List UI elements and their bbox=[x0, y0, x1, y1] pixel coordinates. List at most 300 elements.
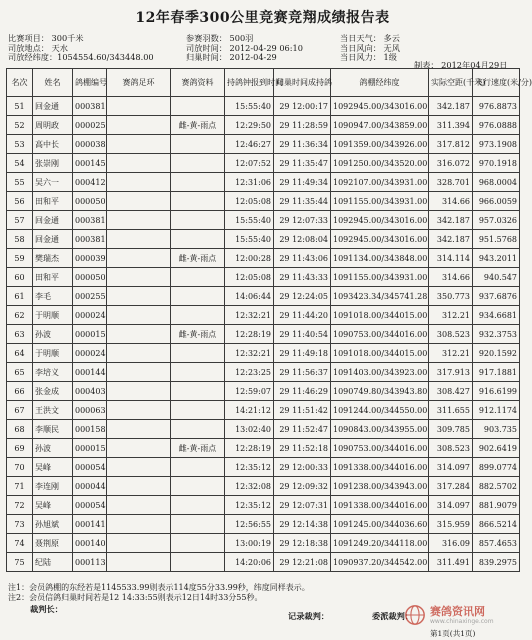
results-table bbox=[6, 68, 532, 572]
col-distance-cell: 308.523 bbox=[429, 325, 473, 344]
col-return-time-cell: 29 12:07:31 bbox=[274, 496, 331, 515]
col-return-time-cell: 29 11:35:44 bbox=[274, 192, 331, 211]
col-distance-cell: 311.655 bbox=[429, 401, 473, 420]
table-row bbox=[7, 439, 520, 458]
report-title: 12年春季300公里竞赛竞翔成绩报告表 bbox=[135, 10, 390, 26]
col-ring-cell bbox=[107, 420, 171, 439]
col-loft-coords-cell: 1091245.00/344036.60 bbox=[331, 515, 429, 534]
col-speed-cell: 968.0004 bbox=[473, 173, 520, 192]
col-rank-cell: 68 bbox=[7, 420, 33, 439]
col-return-time-cell: 29 12:21:08 bbox=[274, 553, 331, 572]
col-loft-no-cell: 000054 bbox=[73, 496, 107, 515]
col-speed-cell: 973.1908 bbox=[473, 135, 520, 154]
col-clock-time-cell: 12:00:28 bbox=[225, 249, 274, 268]
col-bird-info-cell bbox=[171, 154, 225, 173]
col-ring-cell bbox=[107, 230, 171, 249]
col-ring-cell bbox=[107, 116, 171, 135]
col-clock-time-cell: 14:06:44 bbox=[225, 287, 274, 306]
table-row bbox=[7, 401, 520, 420]
col-clock-time-cell: 15:55:40 bbox=[225, 230, 274, 249]
entry-count: 参赛羽数： 500羽 bbox=[186, 33, 254, 43]
col-loft-coords-cell: 1090753.00/344016.00 bbox=[331, 439, 429, 458]
col-speed-cell: 966.0059 bbox=[473, 192, 520, 211]
col-name-cell: 孙旭斌 bbox=[33, 515, 73, 534]
table-row bbox=[7, 192, 520, 211]
table-row bbox=[7, 135, 520, 154]
col-return-time-cell: 29 12:18:38 bbox=[274, 534, 331, 553]
col-clock-time-cell: 12:32:21 bbox=[225, 344, 274, 363]
col-loft-coords-cell: 1090753.00/344016.00 bbox=[331, 325, 429, 344]
col-loft-no-cell: 000381 bbox=[73, 230, 107, 249]
col-loft-coords-cell: 1090843.00/343955.00 bbox=[331, 420, 429, 439]
col-distance-cell: 308.523 bbox=[429, 439, 473, 458]
col-rank-header: 名次 bbox=[7, 69, 33, 97]
col-return-time-cell: 29 11:52:47 bbox=[274, 420, 331, 439]
col-bird-info-cell bbox=[171, 401, 225, 420]
col-rank-cell: 52 bbox=[7, 116, 33, 135]
results-body bbox=[7, 97, 520, 572]
col-return-time-cell: 29 11:43:33 bbox=[274, 268, 331, 287]
col-bird-info-cell bbox=[171, 306, 225, 325]
col-rank-cell: 72 bbox=[7, 496, 33, 515]
col-loft-coords-cell: 1091018.00/344015.00 bbox=[331, 306, 429, 325]
record-judge-signature: 记录裁判： bbox=[288, 611, 329, 621]
col-bird-info-cell: 雌-黄-雨点 bbox=[171, 116, 225, 135]
table-row bbox=[7, 325, 520, 344]
col-return-time-cell: 29 11:44:20 bbox=[274, 306, 331, 325]
col-rank-cell: 70 bbox=[7, 458, 33, 477]
col-bird-info-cell bbox=[171, 515, 225, 534]
print-date: 制表： 2012年04月29日 bbox=[414, 60, 508, 70]
col-bird-info-cell: 雌-黄-雨点 bbox=[171, 249, 225, 268]
col-ring-cell bbox=[107, 306, 171, 325]
col-loft-coords-cell: 1091250.00/343520.00 bbox=[331, 154, 429, 173]
col-speed-cell: 912.1174 bbox=[473, 401, 520, 420]
table-row bbox=[7, 496, 520, 515]
col-loft-no-cell: 000024 bbox=[73, 344, 107, 363]
col-loft-coords-cell: 1091134.00/343848.00 bbox=[331, 249, 429, 268]
page-number: 第1页(共1页) bbox=[430, 629, 476, 638]
race-info-left bbox=[8, 34, 154, 63]
col-ring-cell bbox=[107, 325, 171, 344]
release-time: 司放时间： 2012-04-29 06:10 bbox=[186, 42, 303, 53]
col-clock-time-cell: 12:31:06 bbox=[225, 173, 274, 192]
col-return-time-cell: 29 12:09:32 bbox=[274, 477, 331, 496]
col-ring-header: 赛鸽足环 bbox=[107, 69, 171, 97]
col-ring-cell bbox=[107, 382, 171, 401]
col-clock-time-cell: 12:05:08 bbox=[225, 268, 274, 287]
col-loft-no-cell: 000024 bbox=[73, 306, 107, 325]
col-ring-cell bbox=[107, 249, 171, 268]
col-distance-cell: 314.66 bbox=[429, 192, 473, 211]
col-loft-no-cell: 000412 bbox=[73, 173, 107, 192]
col-bird-info-cell bbox=[171, 192, 225, 211]
col-return-time-cell: 29 12:08:04 bbox=[274, 230, 331, 249]
col-bird-info-cell bbox=[171, 211, 225, 230]
col-bird-info-cell bbox=[171, 173, 225, 192]
table-row bbox=[7, 420, 520, 439]
col-return-time-cell: 29 12:24:05 bbox=[274, 287, 331, 306]
col-name-cell: 高中长 bbox=[33, 135, 73, 154]
col-distance-cell: 309.785 bbox=[429, 420, 473, 439]
col-bird-info-cell bbox=[171, 534, 225, 553]
release-site: 司放地点： 天水 bbox=[8, 42, 68, 53]
col-clock-time-cell: 12:35:12 bbox=[225, 496, 274, 515]
col-distance-cell: 314.097 bbox=[429, 496, 473, 515]
col-name-cell: 樊瑞杰 bbox=[33, 249, 73, 268]
col-name-header: 姓名 bbox=[33, 69, 73, 97]
col-speed-cell: 899.0774 bbox=[473, 458, 520, 477]
col-ring-cell bbox=[107, 211, 171, 230]
col-distance-cell: 312.21 bbox=[429, 344, 473, 363]
col-speed-cell: 903.735 bbox=[473, 420, 520, 439]
col-name-cell: 回金通 bbox=[33, 230, 73, 249]
col-speed-cell: 839.2975 bbox=[473, 553, 520, 572]
col-loft-no-cell: 000050 bbox=[73, 192, 107, 211]
col-loft-coords-cell: 1090937.20/344542.00 bbox=[331, 553, 429, 572]
table-row bbox=[7, 477, 520, 496]
col-loft-no-cell: 000050 bbox=[73, 268, 107, 287]
col-loft-no-header: 鸽棚编号 bbox=[73, 69, 107, 97]
col-loft-coords-cell: 1092945.00/343016.00 bbox=[331, 97, 429, 116]
return-date: 归巢时间： 2012-04-29 bbox=[186, 52, 277, 63]
col-rank-cell: 69 bbox=[7, 439, 33, 458]
col-loft-coords-cell: 1090947.00/343859.00 bbox=[331, 116, 429, 135]
col-name-cell: 回金通 bbox=[33, 211, 73, 230]
table-row bbox=[7, 173, 520, 192]
col-return-time-cell: 29 12:07:33 bbox=[274, 211, 331, 230]
col-loft-no-cell: 000015 bbox=[73, 439, 107, 458]
col-return-time-cell: 29 11:36:34 bbox=[274, 135, 331, 154]
col-return-time-cell: 29 11:56:37 bbox=[274, 363, 331, 382]
col-name-cell: 纪陆 bbox=[33, 553, 73, 572]
col-loft-no-cell: 000025 bbox=[73, 116, 107, 135]
col-rank-cell: 58 bbox=[7, 230, 33, 249]
col-clock-time-cell: 14:20:06 bbox=[225, 553, 274, 572]
col-distance-cell: 314.097 bbox=[429, 458, 473, 477]
col-return-time-cell: 29 11:51:42 bbox=[274, 401, 331, 420]
col-return-time-cell: 29 12:14:38 bbox=[274, 515, 331, 534]
col-clock-time-cell: 12:56:55 bbox=[225, 515, 274, 534]
col-loft-coords-cell: 1090749.80/343943.80 bbox=[331, 382, 429, 401]
col-clock-time-cell: 12:28:19 bbox=[225, 325, 274, 344]
col-bird-info-cell bbox=[171, 496, 225, 515]
col-clock-time-header: 持鸽钟报到时间 bbox=[225, 69, 274, 97]
col-speed-cell: 932.3753 bbox=[473, 325, 520, 344]
table-row bbox=[7, 515, 520, 534]
col-ring-cell bbox=[107, 477, 171, 496]
col-ring-cell bbox=[107, 268, 171, 287]
col-speed-cell: 940.547 bbox=[473, 268, 520, 287]
col-speed-cell: 881.9079 bbox=[473, 496, 520, 515]
col-speed-cell: 970.1918 bbox=[473, 154, 520, 173]
results-header-row bbox=[7, 69, 520, 97]
wind-direction: 当日风向： 无风 bbox=[340, 42, 400, 53]
col-bird-info-cell bbox=[171, 268, 225, 287]
col-loft-no-cell: 000039 bbox=[73, 249, 107, 268]
col-name-cell: 回金通 bbox=[33, 97, 73, 116]
col-ring-cell bbox=[107, 439, 171, 458]
col-distance-cell: 317.812 bbox=[429, 135, 473, 154]
col-loft-no-cell: 000054 bbox=[73, 458, 107, 477]
table-row bbox=[7, 534, 520, 553]
col-bird-info-cell bbox=[171, 97, 225, 116]
col-name-cell: 孙波 bbox=[33, 325, 73, 344]
col-loft-no-cell: 000113 bbox=[73, 553, 107, 572]
col-rank-cell: 62 bbox=[7, 306, 33, 325]
col-name-cell: 李培义 bbox=[33, 363, 73, 382]
col-loft-coords-cell: 1091249.20/344118.00 bbox=[331, 534, 429, 553]
col-loft-no-cell: 000381 bbox=[73, 211, 107, 230]
col-ring-cell bbox=[107, 344, 171, 363]
col-rank-cell: 75 bbox=[7, 553, 33, 572]
footnote-1: 注1：会员鸽棚的东经若是1145533.99则表示114度55分33.99秒，纬度同样表示。 bbox=[8, 583, 310, 592]
col-speed-cell: 951.5768 bbox=[473, 230, 520, 249]
col-distance-cell: 342.187 bbox=[429, 97, 473, 116]
col-name-cell: 李顺民 bbox=[33, 420, 73, 439]
col-distance-cell: 311.491 bbox=[429, 553, 473, 572]
col-speed-cell: 882.5702 bbox=[473, 477, 520, 496]
col-loft-no-cell: 000145 bbox=[73, 154, 107, 173]
col-name-cell: 田和平 bbox=[33, 268, 73, 287]
col-clock-time-cell: 12:23:25 bbox=[225, 363, 274, 382]
col-rank-cell: 53 bbox=[7, 135, 33, 154]
col-distance-cell: 311.394 bbox=[429, 116, 473, 135]
col-loft-coords-cell: 1091403.00/343923.00 bbox=[331, 363, 429, 382]
col-ring-cell bbox=[107, 496, 171, 515]
col-clock-time-cell: 12:35:12 bbox=[225, 458, 274, 477]
col-clock-time-cell: 12:59:07 bbox=[225, 382, 274, 401]
col-clock-time-cell: 15:55:40 bbox=[225, 211, 274, 230]
table-row bbox=[7, 211, 520, 230]
col-ring-cell bbox=[107, 192, 171, 211]
col-name-cell: 聂荆原 bbox=[33, 534, 73, 553]
col-bird-info-cell: 雌-黄-雨点 bbox=[171, 325, 225, 344]
col-bird-info-cell bbox=[171, 363, 225, 382]
col-bird-info-header: 赛鸽资料 bbox=[171, 69, 225, 97]
col-bird-info-cell bbox=[171, 477, 225, 496]
table-row bbox=[7, 553, 520, 572]
col-bird-info-cell bbox=[171, 382, 225, 401]
col-return-time-cell: 29 11:49:18 bbox=[274, 344, 331, 363]
col-return-time-header: 归巢时间成持鸽 bbox=[274, 69, 331, 97]
col-ring-cell bbox=[107, 173, 171, 192]
col-clock-time-cell: 12:32:08 bbox=[225, 477, 274, 496]
col-name-cell: 吴峰 bbox=[33, 458, 73, 477]
col-speed-cell: 857.4653 bbox=[473, 534, 520, 553]
table-row bbox=[7, 344, 520, 363]
col-bird-info-cell bbox=[171, 553, 225, 572]
col-loft-coords-cell: 1091244.00/344550.00 bbox=[331, 401, 429, 420]
col-rank-cell: 71 bbox=[7, 477, 33, 496]
col-speed-cell: 976.0888 bbox=[473, 116, 520, 135]
col-return-time-cell: 29 11:49:34 bbox=[274, 173, 331, 192]
chief-judge-signature: 裁判长： bbox=[30, 604, 63, 614]
col-speed-cell: 916.6199 bbox=[473, 382, 520, 401]
col-distance-cell: 317.913 bbox=[429, 363, 473, 382]
col-distance-cell: 308.427 bbox=[429, 382, 473, 401]
col-speed-header: 飞行速度(米/分) bbox=[473, 69, 520, 97]
col-loft-coords-cell: 1091155.00/343931.00 bbox=[331, 192, 429, 211]
col-name-cell: 张金成 bbox=[33, 382, 73, 401]
col-speed-cell: 976.8873 bbox=[473, 97, 520, 116]
col-loft-no-cell: 000255 bbox=[73, 287, 107, 306]
table-row bbox=[7, 287, 520, 306]
col-loft-no-cell: 000158 bbox=[73, 420, 107, 439]
col-return-time-cell: 29 11:40:54 bbox=[274, 325, 331, 344]
col-distance-cell: 342.187 bbox=[429, 230, 473, 249]
table-row bbox=[7, 306, 520, 325]
col-speed-cell: 920.1592 bbox=[473, 344, 520, 363]
col-bird-info-cell bbox=[171, 344, 225, 363]
col-distance-cell: 315.959 bbox=[429, 515, 473, 534]
col-distance-cell: 314.114 bbox=[429, 249, 473, 268]
col-bird-info-cell bbox=[171, 287, 225, 306]
col-rank-cell: 66 bbox=[7, 382, 33, 401]
col-name-cell: 吴六一 bbox=[33, 173, 73, 192]
col-clock-time-cell: 12:32:21 bbox=[225, 306, 274, 325]
watermark-logo bbox=[404, 600, 516, 630]
table-row bbox=[7, 382, 520, 401]
col-ring-cell bbox=[107, 97, 171, 116]
col-speed-cell: 902.6419 bbox=[473, 439, 520, 458]
col-distance-cell: 350.773 bbox=[429, 287, 473, 306]
col-clock-time-cell: 13:00:19 bbox=[225, 534, 274, 553]
col-speed-cell: 937.6876 bbox=[473, 287, 520, 306]
table-row bbox=[7, 97, 520, 116]
col-loft-coords-cell: 1091155.00/343931.00 bbox=[331, 268, 429, 287]
appointed-judge-signature: 委派裁判： bbox=[372, 611, 413, 621]
col-distance-cell: 328.701 bbox=[429, 173, 473, 192]
watermark-text: 赛鸽资讯网 bbox=[430, 604, 485, 618]
col-loft-no-cell: 000141 bbox=[73, 515, 107, 534]
col-distance-cell: 342.187 bbox=[429, 211, 473, 230]
table-row bbox=[7, 154, 520, 173]
col-loft-no-cell: 000038 bbox=[73, 135, 107, 154]
col-loft-coords-cell: 1092945.00/343016.00 bbox=[331, 211, 429, 230]
col-return-time-cell: 29 11:35:47 bbox=[274, 154, 331, 173]
col-speed-cell: 866.5214 bbox=[473, 515, 520, 534]
col-loft-coords-cell: 1091018.00/344015.00 bbox=[331, 344, 429, 363]
col-rank-cell: 65 bbox=[7, 363, 33, 382]
col-clock-time-cell: 12:46:27 bbox=[225, 135, 274, 154]
col-speed-cell: 943.2011 bbox=[473, 249, 520, 268]
col-loft-coords-cell: 1093423.34/345741.28 bbox=[331, 287, 429, 306]
col-loft-coords-cell: 1092945.00/343016.00 bbox=[331, 230, 429, 249]
col-ring-cell bbox=[107, 458, 171, 477]
col-loft-coords-cell: 1092107.00/343931.00 bbox=[331, 173, 429, 192]
col-name-cell: 孙波 bbox=[33, 439, 73, 458]
col-clock-time-cell: 12:28:19 bbox=[225, 439, 274, 458]
col-bird-info-cell: 雌-黄-雨点 bbox=[171, 439, 225, 458]
col-bird-info-cell bbox=[171, 458, 225, 477]
col-rank-cell: 51 bbox=[7, 97, 33, 116]
race-info-right bbox=[340, 34, 400, 63]
race-item: 比赛项目： 300千米 bbox=[8, 33, 84, 43]
col-distance-cell: 316.09 bbox=[429, 534, 473, 553]
col-bird-info-cell bbox=[171, 230, 225, 249]
col-name-cell: 周明政 bbox=[33, 116, 73, 135]
footnote-2: 注2：会员信鸽归巢时间若是12 14:33:55则表示12日14时33分55秒。 bbox=[8, 592, 263, 602]
col-distance-cell: 317.284 bbox=[429, 477, 473, 496]
col-clock-time-cell: 12:07:52 bbox=[225, 154, 274, 173]
col-ring-cell bbox=[107, 534, 171, 553]
col-rank-cell: 60 bbox=[7, 268, 33, 287]
col-rank-cell: 73 bbox=[7, 515, 33, 534]
col-clock-time-cell: 15:55:40 bbox=[225, 97, 274, 116]
table-row bbox=[7, 249, 520, 268]
col-ring-cell bbox=[107, 363, 171, 382]
col-name-cell: 田和平 bbox=[33, 192, 73, 211]
col-speed-cell: 957.0326 bbox=[473, 211, 520, 230]
table-row bbox=[7, 230, 520, 249]
col-distance-cell: 312.21 bbox=[429, 306, 473, 325]
table-row bbox=[7, 363, 520, 382]
col-loft-coords-cell: 1091238.00/343943.00 bbox=[331, 477, 429, 496]
col-return-time-cell: 29 12:00:17 bbox=[274, 97, 331, 116]
col-name-cell: 王洪文 bbox=[33, 401, 73, 420]
col-return-time-cell: 29 12:00:33 bbox=[274, 458, 331, 477]
col-rank-cell: 59 bbox=[7, 249, 33, 268]
col-rank-cell: 55 bbox=[7, 173, 33, 192]
col-bird-info-cell bbox=[171, 135, 225, 154]
col-clock-time-cell: 14:21:12 bbox=[225, 401, 274, 420]
col-clock-time-cell: 12:05:08 bbox=[225, 192, 274, 211]
table-row bbox=[7, 268, 520, 287]
release-coordinates: 司放经纬度：1054554.60/343448.00 bbox=[8, 52, 154, 63]
col-distance-cell: 316.072 bbox=[429, 154, 473, 173]
col-loft-coords-header: 鸽棚经纬度 bbox=[331, 69, 429, 97]
col-rank-cell: 74 bbox=[7, 534, 33, 553]
col-name-cell: 于明顺 bbox=[33, 344, 73, 363]
globe-icon bbox=[404, 604, 426, 626]
col-distance-header: 实际空距(千米) bbox=[429, 69, 473, 97]
col-ring-cell bbox=[107, 135, 171, 154]
table-row bbox=[7, 458, 520, 477]
col-rank-cell: 64 bbox=[7, 344, 33, 363]
col-loft-coords-cell: 1091359.00/343926.00 bbox=[331, 135, 429, 154]
col-rank-cell: 54 bbox=[7, 154, 33, 173]
col-loft-no-cell: 000381 bbox=[73, 97, 107, 116]
col-ring-cell bbox=[107, 515, 171, 534]
col-ring-cell bbox=[107, 154, 171, 173]
col-return-time-cell: 29 11:28:59 bbox=[274, 116, 331, 135]
col-rank-cell: 61 bbox=[7, 287, 33, 306]
col-return-time-cell: 29 11:43:06 bbox=[274, 249, 331, 268]
col-loft-no-cell: 000144 bbox=[73, 363, 107, 382]
wind-force: 当日风力： 1级 bbox=[340, 52, 397, 63]
col-ring-cell bbox=[107, 553, 171, 572]
col-rank-cell: 56 bbox=[7, 192, 33, 211]
col-name-cell: 李连刚 bbox=[33, 477, 73, 496]
col-loft-coords-cell: 1091338.00/344016.00 bbox=[331, 458, 429, 477]
col-name-cell: 于明顺 bbox=[33, 306, 73, 325]
col-return-time-cell: 29 11:46:29 bbox=[274, 382, 331, 401]
col-loft-coords-cell: 1091338.00/344016.00 bbox=[331, 496, 429, 515]
col-ring-cell bbox=[107, 287, 171, 306]
race-info-middle bbox=[186, 34, 303, 63]
col-ring-cell bbox=[107, 401, 171, 420]
col-rank-cell: 63 bbox=[7, 325, 33, 344]
table-row bbox=[7, 116, 520, 135]
col-clock-time-cell: 13:02:40 bbox=[225, 420, 274, 439]
col-rank-cell: 57 bbox=[7, 211, 33, 230]
col-name-cell: 吴峰 bbox=[33, 496, 73, 515]
col-speed-cell: 917.1881 bbox=[473, 363, 520, 382]
col-loft-no-cell: 000044 bbox=[73, 477, 107, 496]
col-name-cell: 李毛 bbox=[33, 287, 73, 306]
col-loft-no-cell: 000015 bbox=[73, 325, 107, 344]
